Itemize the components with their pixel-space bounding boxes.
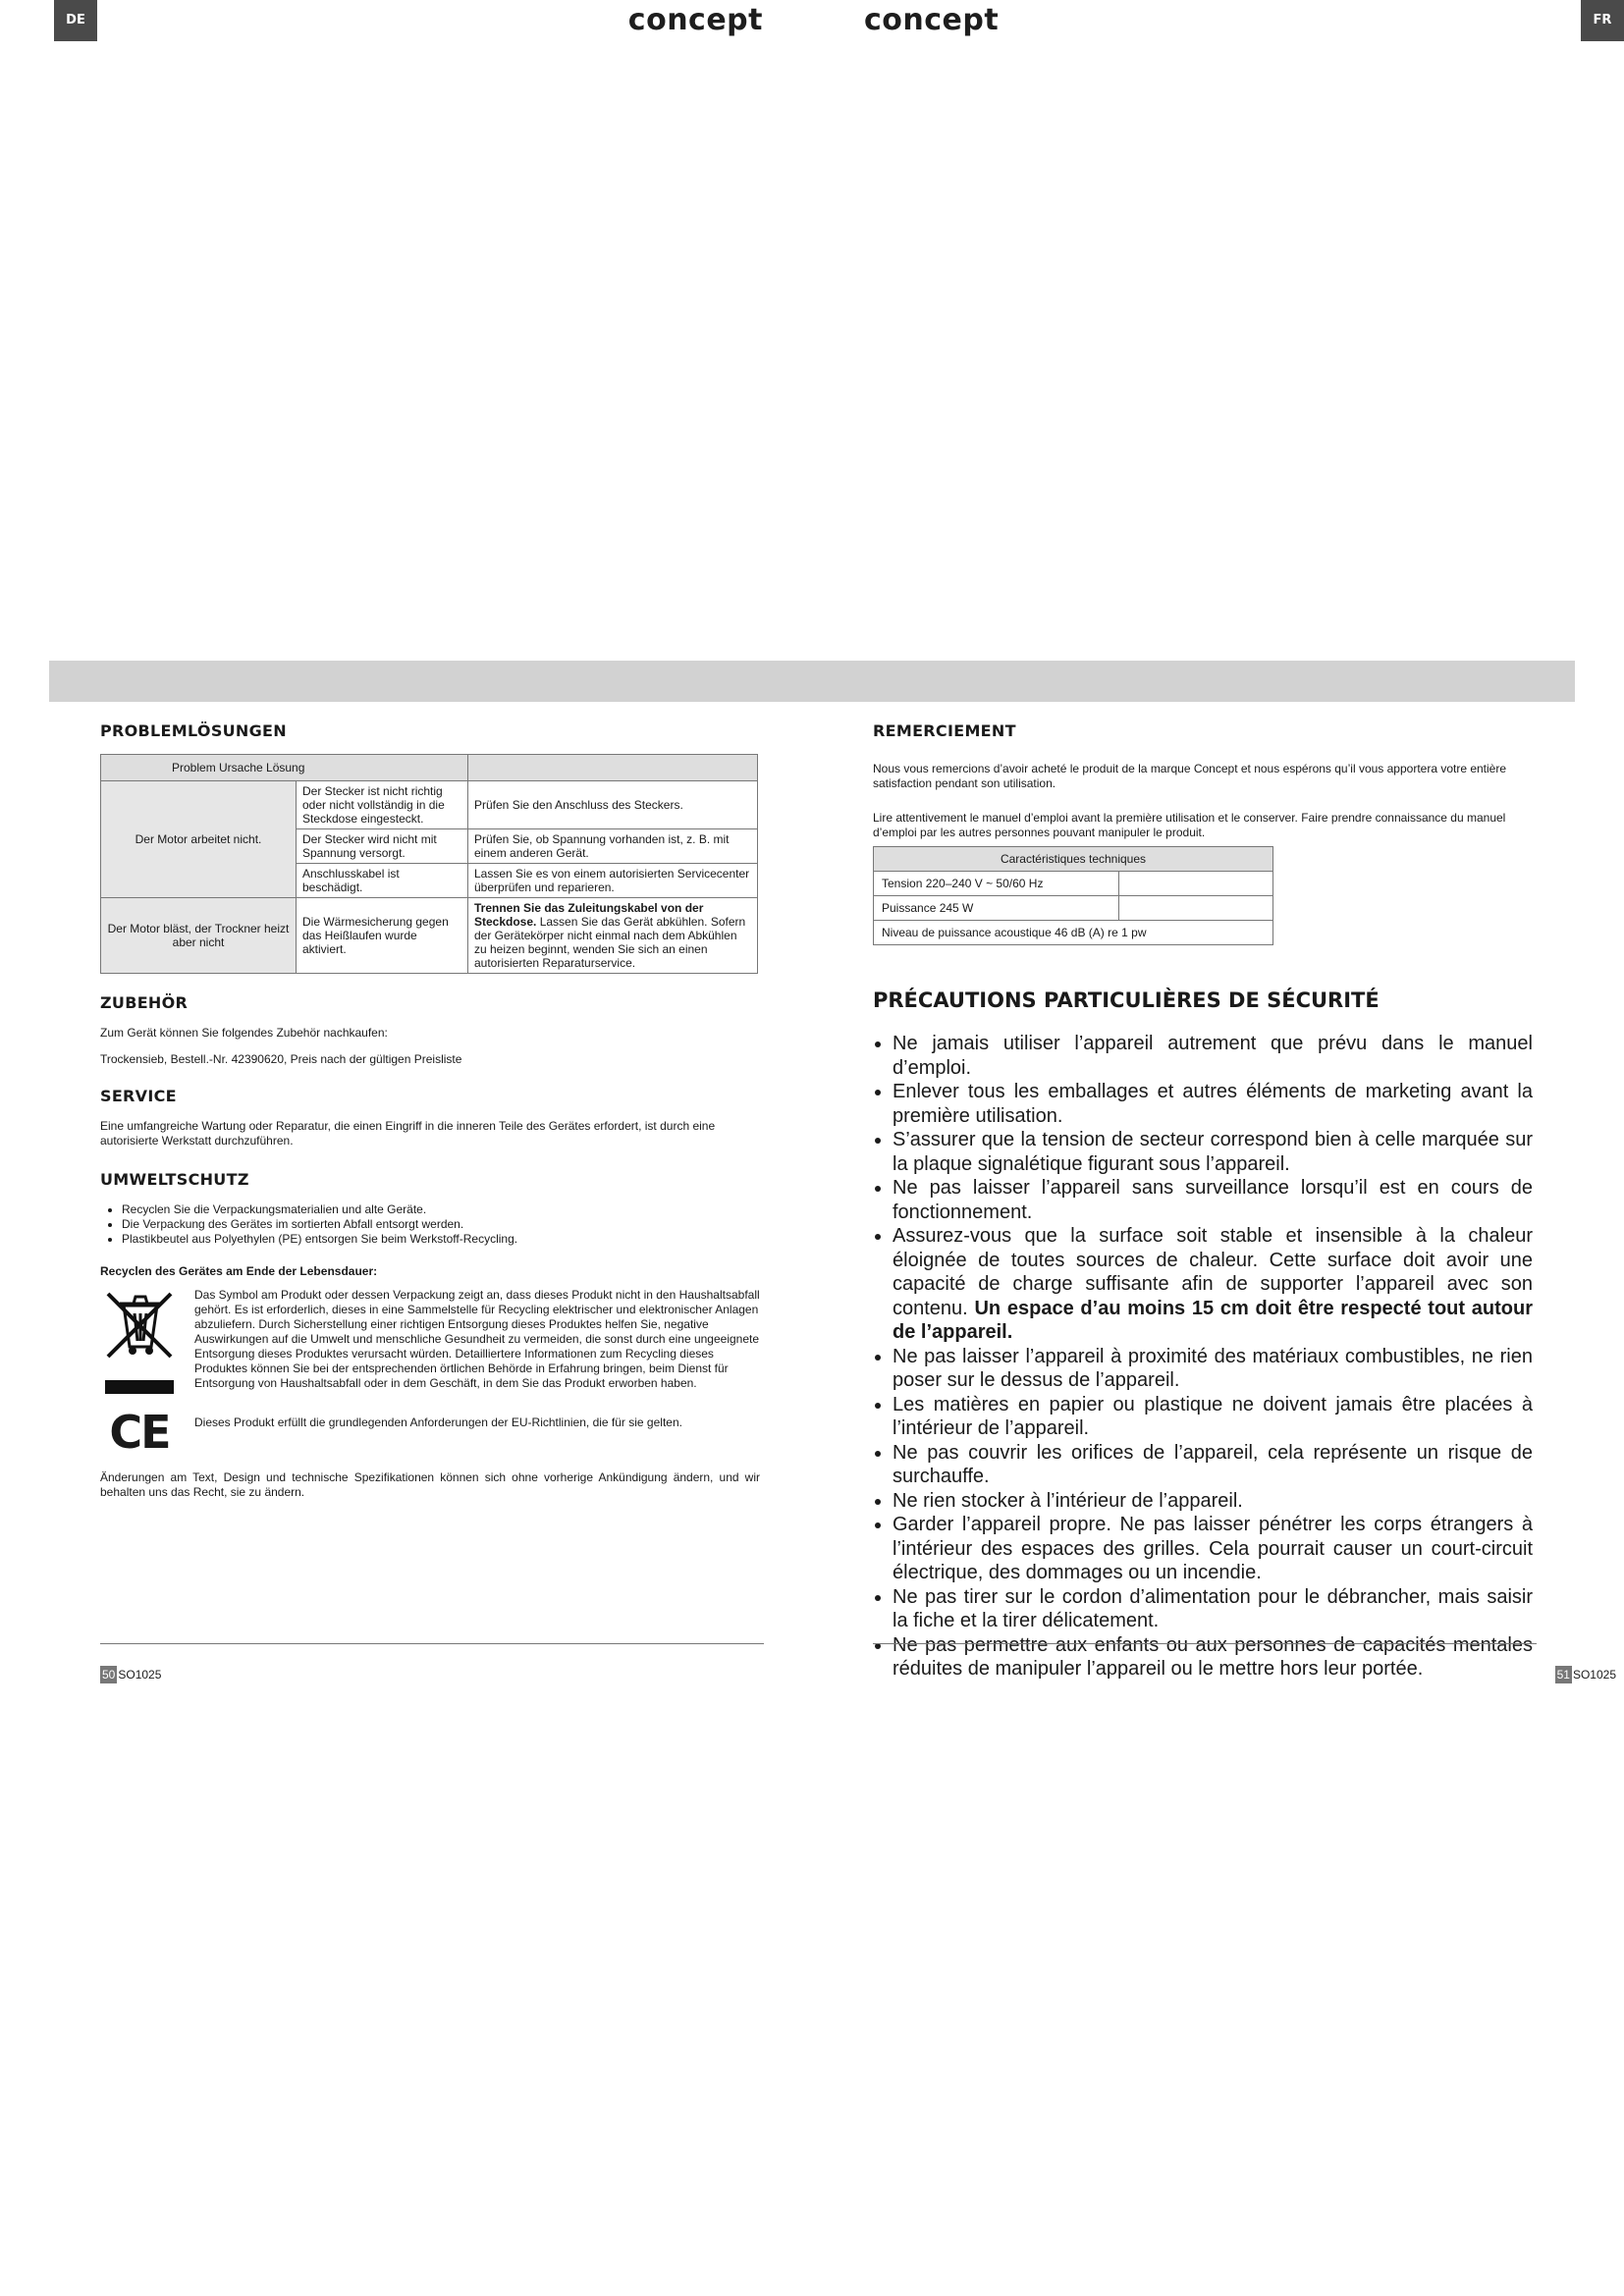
specs-table	[873, 846, 1273, 945]
spec-cell: Tension 220–240 V ~ 50/60 Hz	[874, 872, 1119, 896]
solution-cell: Prüfen Sie, ob Spannung vorhanden ist, z. B. mit einem anderen Gerät.	[468, 829, 758, 864]
accessories-item: Trockensieb, Bestell.-Nr. 42390620, Preis nach der gültigen Preisliste	[100, 1052, 462, 1066]
specs-header: Caractéristiques techniques	[874, 847, 1273, 872]
table-header-row	[101, 755, 758, 781]
header-band	[812, 661, 1575, 702]
ce-text: Dieses Produkt erfüllt die grundlegenden Anforderungen der EU-Richtlinien, die für sie gelten.	[194, 1415, 682, 1429]
weee-symbol	[100, 1288, 179, 1394]
cause-cell: Der Stecker wird nicht mit Spannung versorgt.	[297, 829, 468, 864]
section-title-environment: UMWELTSCHUTZ	[100, 1170, 249, 1189]
list-item: • Ne pas laisser l’appareil sans surveillance lorsqu’il est en cours de fonctionnement.	[893, 1176, 1533, 1224]
page-number: 51	[1556, 1668, 1570, 1682]
list-item: • Ne pas tirer sur le cordon d’alimentation pour le débrancher, mais saisir la fiche et la tirer délicatement.	[893, 1585, 1533, 1633]
page-right-fr	[812, 0, 1624, 2296]
solution-cell: Prüfen Sie den Anschluss des Steckers.	[468, 781, 758, 829]
table-row	[874, 872, 1273, 896]
page-footer	[1555, 1666, 1616, 1683]
list-item: • Ne pas couvrir les orifices de l’appareil, cela représente un risque de surchauffe.	[893, 1441, 1533, 1489]
weee-bar	[105, 1380, 174, 1394]
specs-header-row	[874, 847, 1273, 872]
safety-list	[873, 1032, 1533, 1682]
list-item: • Ne pas permettre aux enfants ou aux personnes de capacités mentales réduites de manipuler l’appareil ou le mettre hors leur portée.	[893, 1633, 1533, 1682]
model-number: SO1025	[118, 1668, 162, 1682]
problem-cell: Der Motor arbeitet nicht.	[101, 781, 297, 898]
spec-cell: Puissance 245 W	[874, 896, 1119, 921]
list-item: • Les matières en papier ou plastique ne doivent jamais être placées à l’intérieur de l’appareil.	[893, 1393, 1533, 1441]
model-number: SO1025	[1572, 1668, 1616, 1682]
page-number: 50	[102, 1668, 116, 1682]
footer-rule	[873, 1643, 1537, 1644]
cause-cell: Anschlusskabel ist beschädigt.	[297, 864, 468, 898]
thanks-paragraph-1: Nous vous remercions d’avoir acheté le produit de la marque Concept et nous espérons qu’il vous apportera votre entière satisfaction pendant son utilisation.	[873, 762, 1507, 790]
environment-list	[100, 1202, 760, 1247]
problem-cell: Der Motor bläst, der Trockner heizt aber nicht	[101, 898, 297, 974]
recycling-title: Recyclen des Gerätes am Ende der Lebensdauer:	[100, 1264, 378, 1278]
content-fr	[873, 721, 1533, 1682]
cause-cell: Der Stecker ist nicht richtig oder nicht vollständig in die Steckdose eingesteckt.	[297, 781, 468, 829]
list-item: • Die Verpackung des Gerätes im sortierten Abfall entsorgt werden.	[122, 1217, 760, 1232]
disclaimer: Änderungen am Text, Design und technische Spezifikationen können sich ohne vorherige Ankündigung ändern, und wir behalten uns das Recht, sie zu ändern.	[100, 1470, 760, 1499]
list-item	[893, 1224, 1533, 1345]
solution-rest: Lassen Sie das Gerät abkühlen. Sofern der Gerätekörper nicht einmal nach dem Abkühlen zu heizen beginnt, wenden Sie sich an einen autorisierten Reparaturservice.	[474, 915, 746, 970]
spec-cell: Niveau de puissance acoustique 46 dB (A) re 1 pw	[874, 921, 1273, 945]
list-item: • S’assurer que la tension de secteur correspond bien à celle marquée sur la plaque signalétique figurant sous l’appareil.	[893, 1128, 1533, 1176]
list-item: • Plastikbeutel aus Polyethylen (PE) entsorgen Sie beim Werkstoff-Recycling.	[122, 1232, 760, 1247]
table-row	[101, 781, 758, 829]
accessories-intro: Zum Gerät können Sie folgendes Zubehör nachkaufen:	[100, 1026, 388, 1040]
list-item: • Recyclen Sie die Verpackungsmaterialien und alte Geräte.	[122, 1202, 760, 1217]
solution-cell: Lassen Sie es von einem autorisierten Servicecenter überprüfen und reparieren.	[468, 864, 758, 898]
list-item: • Garder l’appareil propre. Ne pas laisser pénétrer les corps étrangers à l’intérieur des espaces des grilles. Cela pourrait causer un court-circuit électrique, des dommages ou un incendie.	[893, 1513, 1533, 1585]
section-title-accessories: ZUBEHÖR	[100, 993, 189, 1012]
section-title-safety: PRÉCAUTIONS PARTICULIÈRES DE SÉCURITÉ	[873, 988, 1380, 1012]
list-item-text: Assurez-vous que la surface soit stable et insensible à la chaleur éloignée de toutes sources de chaleur. Cette surface doit avoir une capacité de charge suffisante afin de supporter l’appareil avec son contenu.	[893, 1225, 1533, 1319]
troubleshooting-table	[100, 754, 758, 974]
table-row	[874, 896, 1273, 921]
table-row	[101, 898, 758, 974]
section-title-problems: PROBLEMLÖSUNGEN	[100, 721, 287, 740]
section-title-service: SERVICE	[100, 1087, 177, 1105]
list-item: • Ne pas laisser l’appareil à proximité des matériaux combustibles, ne rien poser sur le dessus de l’appareil.	[893, 1345, 1533, 1393]
list-item: • Ne jamais utiliser l’appareil autrement que prévu dans le manuel d’emploi.	[893, 1032, 1533, 1080]
weee-row	[100, 1288, 760, 1394]
language-badge: FR	[1581, 0, 1624, 41]
crossed-bin-icon	[102, 1288, 177, 1359]
table-row	[874, 921, 1273, 945]
list-item: • Ne rien stocker à l’intérieur de l’appareil.	[893, 1489, 1533, 1514]
list-item-bold: Un espace d’au moins 15 cm doit être respecté tout autour de l’appareil.	[893, 1297, 1533, 1343]
thanks-paragraph-2: Lire attentivement le manuel d’emploi avant la première utilisation et le conserver. Faire prendre connaissance du manuel d’emploi par les autres personnes pouvant manipuler le produit.	[873, 811, 1506, 839]
solution-bold: Trennen Sie das Zuleitungskabel von der Steckdose.	[474, 901, 704, 929]
brand-logo: concept	[864, 3, 1000, 37]
section-title-thanks: REMERCIEMENT	[873, 721, 1016, 740]
brand-logo: concept	[627, 3, 763, 37]
language-badge: DE	[54, 0, 97, 41]
solution-cell	[468, 898, 758, 974]
table-header-cell: Problem Ursache Lösung	[101, 755, 468, 781]
content-de	[100, 721, 760, 1512]
table-header-empty	[468, 755, 758, 781]
ce-mark-icon: CE	[109, 1406, 170, 1459]
cause-cell: Die Wärmesicherung gegen das Heißlaufen wurde aktiviert.	[297, 898, 468, 974]
page-footer	[100, 1666, 161, 1683]
service-text: Eine umfangreiche Wartung oder Reparatur, die einen Eingriff in die inneren Teile des Gerätes erfordert, ist durch eine autorisierte Werkstatt durchzuführen.	[100, 1119, 716, 1148]
recycling-text: Das Symbol am Produkt oder dessen Verpackung zeigt an, dass dieses Produkt nicht in den Haushaltsabfall gehört. Es ist erforderlich, dieses in eine Sammelstelle für Recycling elektrischer und elektronischer Anlagen abzuliefern. Durch Sicherstellung einer richtigen Entsorgung dieses Produktes helfen Sie, negative Auswirkungen auf die Umwelt und menschliche Gesundheit zu vermeiden, die sonst durch eine ungeeignete Entsorgung dieses Produktes verursacht würden. Detailliertere Informationen zum Recycling dieses Produktes können Sie bei der entsprechenden örtlichen Behörde in Erfahrung bringen, beim Dienst für Entsorgung von Haushaltsabfall oder in dem Geschäft, in dem Sie das Produkt erworben haben.	[194, 1288, 760, 1390]
footer-rule	[100, 1643, 764, 1644]
header-band	[49, 661, 812, 702]
ce-row	[100, 1406, 760, 1459]
list-item: • Enlever tous les emballages et autres éléments de marketing avant la première utilisation.	[893, 1080, 1533, 1128]
